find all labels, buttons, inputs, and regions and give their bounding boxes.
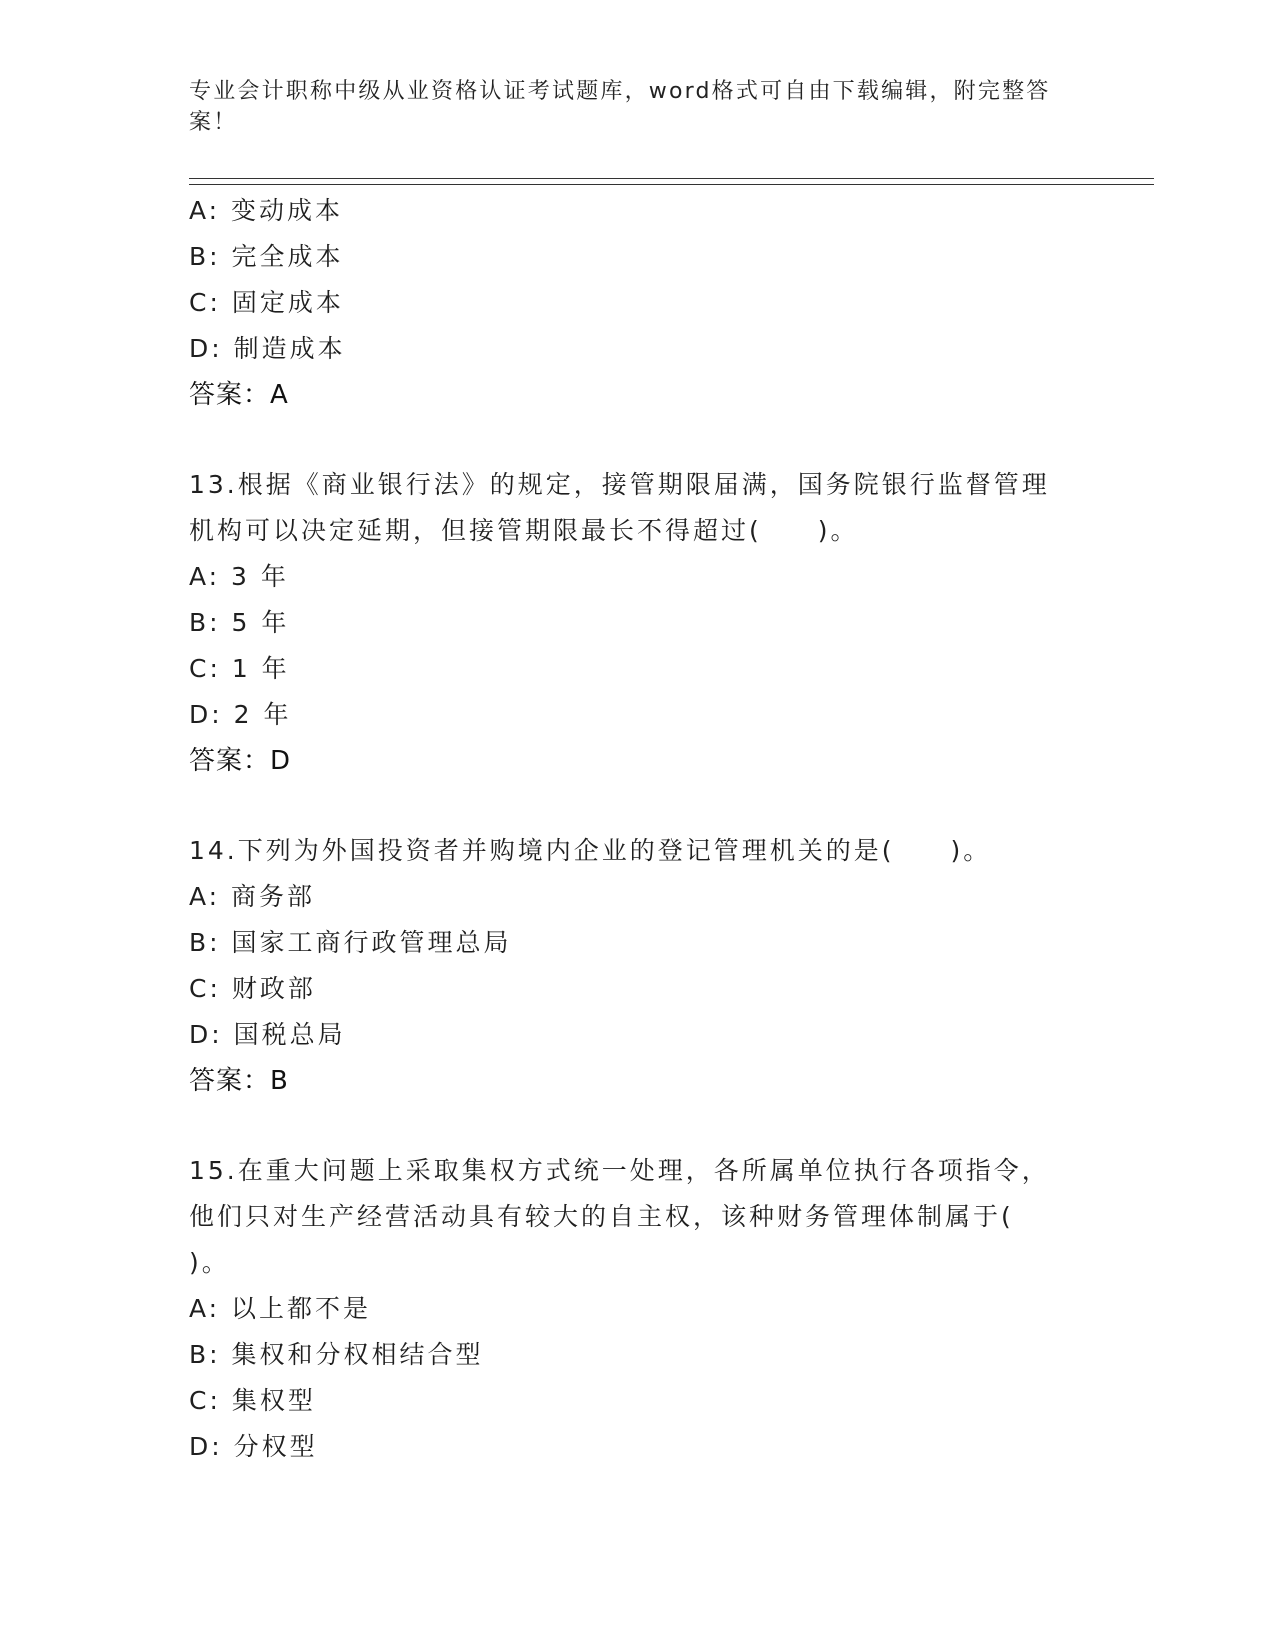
header-line-2: 案！: [189, 110, 238, 135]
answer-line: [189, 372, 1149, 418]
option-b: B: 国家工商行政管理总局: [189, 928, 512, 957]
answer-label: 答案：: [189, 380, 271, 410]
option-d: D: 国税总局: [189, 1020, 346, 1049]
option-a: A: 变动成本: [189, 196, 344, 225]
option-b: B: 完全成本: [189, 242, 344, 271]
option-b: B: 5 年: [189, 608, 290, 637]
answer-label: 答案：: [189, 746, 271, 776]
question-12: [189, 188, 1149, 418]
option-c: C: 财政部: [189, 974, 316, 1003]
option-a: A: 3 年: [189, 562, 289, 591]
question-stem-line: 机构可以决定延期，但接管期限最长不得超过( )。: [189, 516, 859, 545]
answer-value: A: [270, 380, 288, 410]
question-stem-line: )。: [189, 1248, 230, 1277]
option-d: D: 2 年: [189, 700, 292, 729]
option-d: D: 制造成本: [189, 334, 346, 363]
answer-line: [189, 1058, 1149, 1104]
question-stem-line: 13.根据《商业银行法》的规定，接管期限届满，国务院银行监督管理: [189, 470, 1050, 499]
question-stem-line: 15.在重大问题上采取集权方式统一处理，各所属单位执行各项指令，: [189, 1156, 1050, 1185]
option-c: C: 1 年: [189, 654, 290, 683]
question-13: [189, 462, 1149, 784]
header-line-1: 专业会计职称中级从业资格认证考试题库，word格式可自由下载编辑，附完整答: [189, 79, 1051, 104]
document-header: [189, 76, 1089, 138]
answer-line: [189, 738, 1149, 784]
option-a: A: 以上都不是: [189, 1294, 372, 1323]
question-stem-line: 14.下列为外国投资者并购境内企业的登记管理机关的是( )。: [189, 836, 992, 865]
option-c: C: 固定成本: [189, 288, 344, 317]
option-c: C: 集权型: [189, 1386, 316, 1415]
question-15: [189, 1148, 1149, 1470]
option-d: D: 分权型: [189, 1432, 318, 1461]
question-14: [189, 828, 1149, 1104]
option-b: B: 集权和分权相结合型: [189, 1340, 484, 1369]
option-a: A: 商务部: [189, 882, 316, 911]
answer-value: B: [270, 1066, 288, 1096]
header-double-rule: [189, 178, 1154, 185]
answer-label: 答案：: [189, 1066, 271, 1096]
answer-value: D: [270, 746, 291, 776]
question-list: [189, 188, 1149, 1470]
question-stem-line: 他们只对生产经营活动具有较大的自主权，该种财务管理体制属于(: [189, 1202, 1014, 1231]
